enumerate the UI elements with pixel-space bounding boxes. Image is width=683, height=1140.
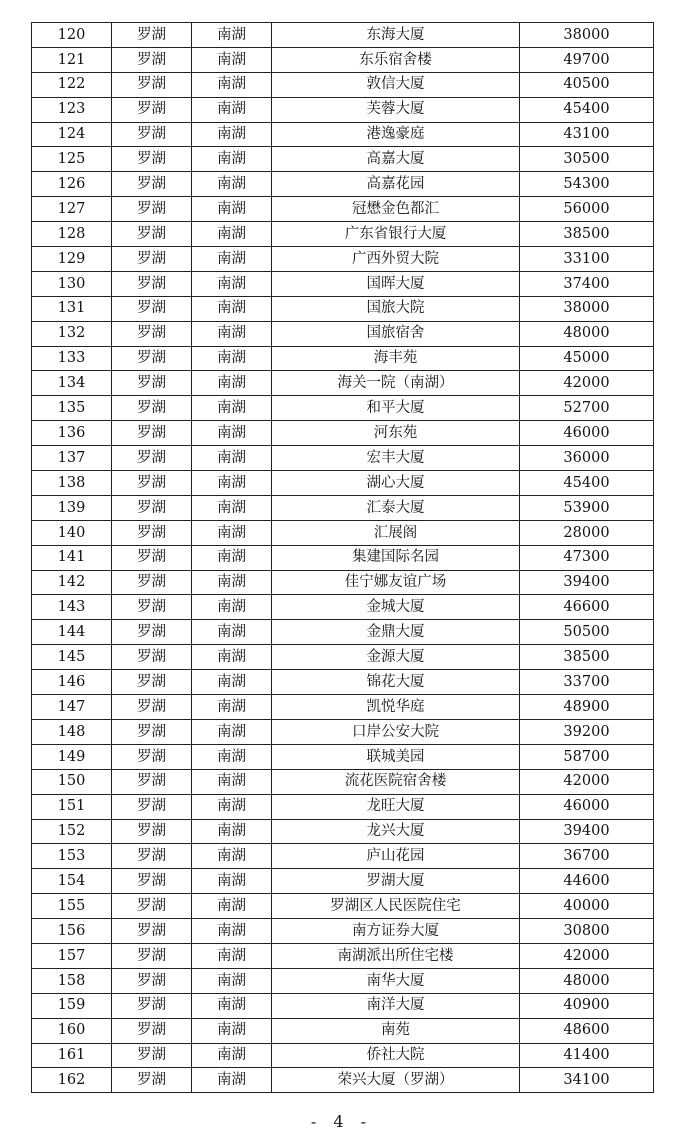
district-cell: 罗湖 — [112, 172, 192, 197]
district-cell: 罗湖 — [112, 72, 192, 97]
row-number-cell: 121 — [32, 47, 112, 72]
table-row — [32, 670, 654, 695]
row-number-cell: 155 — [32, 894, 112, 919]
row-number-cell: 134 — [32, 371, 112, 396]
price-cell: 37400 — [520, 271, 654, 296]
street-cell: 南湖 — [192, 794, 272, 819]
property-name-cell: 罗湖区人民医院住宅 — [272, 894, 520, 919]
row-number-cell: 144 — [32, 620, 112, 645]
price-cell: 40500 — [520, 72, 654, 97]
property-name-cell: 南苑 — [272, 1018, 520, 1043]
street-cell: 南湖 — [192, 346, 272, 371]
district-cell: 罗湖 — [112, 371, 192, 396]
table-row — [32, 122, 654, 147]
district-cell: 罗湖 — [112, 122, 192, 147]
row-number-cell: 158 — [32, 968, 112, 993]
district-cell: 罗湖 — [112, 595, 192, 620]
district-cell: 罗湖 — [112, 47, 192, 72]
row-number-cell: 151 — [32, 794, 112, 819]
price-cell: 30800 — [520, 919, 654, 944]
table-row — [32, 346, 654, 371]
price-cell: 36700 — [520, 844, 654, 869]
district-cell: 罗湖 — [112, 844, 192, 869]
property-name-cell: 汇展阁 — [272, 520, 520, 545]
price-cell: 58700 — [520, 744, 654, 769]
property-name-cell: 荣兴大厦（罗湖） — [272, 1068, 520, 1093]
row-number-cell: 148 — [32, 719, 112, 744]
street-cell: 南湖 — [192, 1043, 272, 1068]
street-cell: 南湖 — [192, 894, 272, 919]
street-cell: 南湖 — [192, 421, 272, 446]
row-number-cell: 133 — [32, 346, 112, 371]
property-name-cell: 龙旺大厦 — [272, 794, 520, 819]
street-cell: 南湖 — [192, 595, 272, 620]
row-number-cell: 159 — [32, 993, 112, 1018]
property-name-cell: 佳宁娜友谊广场 — [272, 570, 520, 595]
row-number-cell: 157 — [32, 943, 112, 968]
price-cell: 49700 — [520, 47, 654, 72]
property-name-cell: 罗湖大厦 — [272, 869, 520, 894]
property-name-cell: 高嘉花园 — [272, 172, 520, 197]
price-cell: 39400 — [520, 819, 654, 844]
property-name-cell: 锦花大厦 — [272, 670, 520, 695]
district-cell: 罗湖 — [112, 471, 192, 496]
table-row — [32, 919, 654, 944]
price-cell: 48900 — [520, 695, 654, 720]
table-row — [32, 595, 654, 620]
street-cell: 南湖 — [192, 371, 272, 396]
property-name-cell: 金城大厦 — [272, 595, 520, 620]
row-number-cell: 142 — [32, 570, 112, 595]
row-number-cell: 137 — [32, 446, 112, 471]
street-cell: 南湖 — [192, 1018, 272, 1043]
district-cell: 罗湖 — [112, 346, 192, 371]
property-name-cell: 广西外贸大院 — [272, 247, 520, 272]
price-cell: 28000 — [520, 520, 654, 545]
street-cell: 南湖 — [192, 122, 272, 147]
district-cell: 罗湖 — [112, 271, 192, 296]
table-row — [32, 471, 654, 496]
property-name-cell: 国旅宿舍 — [272, 321, 520, 346]
table-row — [32, 695, 654, 720]
property-name-cell: 龙兴大厦 — [272, 819, 520, 844]
street-cell: 南湖 — [192, 545, 272, 570]
table-row — [32, 1043, 654, 1068]
table-body — [32, 23, 654, 1093]
district-cell: 罗湖 — [112, 919, 192, 944]
district-cell: 罗湖 — [112, 1068, 192, 1093]
district-cell: 罗湖 — [112, 894, 192, 919]
price-cell: 43100 — [520, 122, 654, 147]
street-cell: 南湖 — [192, 271, 272, 296]
property-name-cell: 南华大厦 — [272, 968, 520, 993]
street-cell: 南湖 — [192, 396, 272, 421]
street-cell: 南湖 — [192, 197, 272, 222]
price-cell: 38000 — [520, 296, 654, 321]
property-name-cell: 凯悦华庭 — [272, 695, 520, 720]
row-number-cell: 161 — [32, 1043, 112, 1068]
street-cell: 南湖 — [192, 97, 272, 122]
row-number-cell: 143 — [32, 595, 112, 620]
property-name-cell: 港逸豪庭 — [272, 122, 520, 147]
district-cell: 罗湖 — [112, 97, 192, 122]
district-cell: 罗湖 — [112, 869, 192, 894]
table-row — [32, 271, 654, 296]
district-cell: 罗湖 — [112, 769, 192, 794]
district-cell: 罗湖 — [112, 670, 192, 695]
price-cell: 33700 — [520, 670, 654, 695]
district-cell: 罗湖 — [112, 943, 192, 968]
table-row — [32, 396, 654, 421]
table-row — [32, 645, 654, 670]
property-name-cell: 东海大厦 — [272, 23, 520, 48]
district-cell: 罗湖 — [112, 1018, 192, 1043]
table-row — [32, 23, 654, 48]
street-cell: 南湖 — [192, 321, 272, 346]
street-cell: 南湖 — [192, 147, 272, 172]
row-number-cell: 154 — [32, 869, 112, 894]
table-row — [32, 72, 654, 97]
row-number-cell: 146 — [32, 670, 112, 695]
district-cell: 罗湖 — [112, 396, 192, 421]
table-row — [32, 147, 654, 172]
property-name-cell: 海关一院（南湖） — [272, 371, 520, 396]
street-cell: 南湖 — [192, 943, 272, 968]
district-cell: 罗湖 — [112, 545, 192, 570]
table-row — [32, 719, 654, 744]
price-cell: 42000 — [520, 371, 654, 396]
property-name-cell: 联城美园 — [272, 744, 520, 769]
district-cell: 罗湖 — [112, 968, 192, 993]
price-cell: 42000 — [520, 943, 654, 968]
street-cell: 南湖 — [192, 844, 272, 869]
property-name-cell: 集建国际名园 — [272, 545, 520, 570]
street-cell: 南湖 — [192, 520, 272, 545]
row-number-cell: 156 — [32, 919, 112, 944]
property-name-cell: 国旅大院 — [272, 296, 520, 321]
property-name-cell: 汇泰大厦 — [272, 495, 520, 520]
table-row — [32, 769, 654, 794]
row-number-cell: 136 — [32, 421, 112, 446]
row-number-cell: 132 — [32, 321, 112, 346]
street-cell: 南湖 — [192, 993, 272, 1018]
property-name-cell: 芙蓉大厦 — [272, 97, 520, 122]
table-row — [32, 794, 654, 819]
street-cell: 南湖 — [192, 222, 272, 247]
district-cell: 罗湖 — [112, 620, 192, 645]
street-cell: 南湖 — [192, 645, 272, 670]
table-row — [32, 321, 654, 346]
price-cell: 48000 — [520, 968, 654, 993]
price-cell: 56000 — [520, 197, 654, 222]
district-cell: 罗湖 — [112, 421, 192, 446]
district-cell: 罗湖 — [112, 1043, 192, 1068]
row-number-cell: 135 — [32, 396, 112, 421]
price-cell: 36000 — [520, 446, 654, 471]
price-cell: 52700 — [520, 396, 654, 421]
property-name-cell: 南湖派出所住宅楼 — [272, 943, 520, 968]
district-cell: 罗湖 — [112, 321, 192, 346]
district-cell: 罗湖 — [112, 819, 192, 844]
row-number-cell: 147 — [32, 695, 112, 720]
price-cell: 53900 — [520, 495, 654, 520]
table-row — [32, 247, 654, 272]
table-row — [32, 222, 654, 247]
price-cell: 38500 — [520, 645, 654, 670]
table-row — [32, 47, 654, 72]
property-name-cell: 庐山花园 — [272, 844, 520, 869]
price-cell: 54300 — [520, 172, 654, 197]
row-number-cell: 139 — [32, 495, 112, 520]
property-name-cell: 冠懋金色都汇 — [272, 197, 520, 222]
table-row — [32, 894, 654, 919]
district-cell: 罗湖 — [112, 495, 192, 520]
price-cell: 39200 — [520, 719, 654, 744]
table-row — [32, 520, 654, 545]
street-cell: 南湖 — [192, 769, 272, 794]
street-cell: 南湖 — [192, 620, 272, 645]
row-number-cell: 124 — [32, 122, 112, 147]
table-row — [32, 545, 654, 570]
district-cell: 罗湖 — [112, 695, 192, 720]
property-name-cell: 宏丰大厦 — [272, 446, 520, 471]
street-cell: 南湖 — [192, 919, 272, 944]
row-number-cell: 138 — [32, 471, 112, 496]
table-row — [32, 495, 654, 520]
street-cell: 南湖 — [192, 744, 272, 769]
property-name-cell: 湖心大厦 — [272, 471, 520, 496]
district-cell: 罗湖 — [112, 794, 192, 819]
price-cell: 39400 — [520, 570, 654, 595]
table-row — [32, 197, 654, 222]
price-cell: 45400 — [520, 97, 654, 122]
table-row — [32, 993, 654, 1018]
property-name-cell: 南方证券大厦 — [272, 919, 520, 944]
table-row — [32, 968, 654, 993]
district-cell: 罗湖 — [112, 147, 192, 172]
row-number-cell: 130 — [32, 271, 112, 296]
table-row — [32, 570, 654, 595]
property-name-cell: 流花医院宿舍楼 — [272, 769, 520, 794]
price-cell: 38000 — [520, 23, 654, 48]
street-cell: 南湖 — [192, 570, 272, 595]
price-cell: 40900 — [520, 993, 654, 1018]
row-number-cell: 150 — [32, 769, 112, 794]
price-cell: 41400 — [520, 1043, 654, 1068]
street-cell: 南湖 — [192, 495, 272, 520]
property-name-cell: 东乐宿舍楼 — [272, 47, 520, 72]
street-cell: 南湖 — [192, 247, 272, 272]
price-cell: 42000 — [520, 769, 654, 794]
table-row — [32, 1068, 654, 1093]
price-cell: 47300 — [520, 545, 654, 570]
district-cell: 罗湖 — [112, 993, 192, 1018]
street-cell: 南湖 — [192, 47, 272, 72]
row-number-cell: 145 — [32, 645, 112, 670]
property-name-cell: 高嘉大厦 — [272, 147, 520, 172]
street-cell: 南湖 — [192, 296, 272, 321]
table-row — [32, 844, 654, 869]
row-number-cell: 123 — [32, 97, 112, 122]
street-cell: 南湖 — [192, 670, 272, 695]
street-cell: 南湖 — [192, 446, 272, 471]
district-cell: 罗湖 — [112, 645, 192, 670]
row-number-cell: 125 — [32, 147, 112, 172]
district-cell: 罗湖 — [112, 570, 192, 595]
price-cell: 45400 — [520, 471, 654, 496]
price-cell: 48000 — [520, 321, 654, 346]
table-row — [32, 1018, 654, 1043]
table-row — [32, 421, 654, 446]
table-row — [32, 620, 654, 645]
price-cell: 30500 — [520, 147, 654, 172]
property-name-cell: 广东省银行大厦 — [272, 222, 520, 247]
property-name-cell: 口岸公安大院 — [272, 719, 520, 744]
table-row — [32, 943, 654, 968]
district-cell: 罗湖 — [112, 744, 192, 769]
street-cell: 南湖 — [192, 869, 272, 894]
table-row — [32, 744, 654, 769]
property-name-cell: 海丰苑 — [272, 346, 520, 371]
price-cell: 45000 — [520, 346, 654, 371]
row-number-cell: 140 — [32, 520, 112, 545]
street-cell: 南湖 — [192, 695, 272, 720]
table-row — [32, 296, 654, 321]
table-row — [32, 869, 654, 894]
table-row — [32, 97, 654, 122]
district-cell: 罗湖 — [112, 719, 192, 744]
housing-price-table — [31, 22, 654, 1093]
page-number: - 4 - — [310, 1112, 373, 1131]
price-cell: 46600 — [520, 595, 654, 620]
district-cell: 罗湖 — [112, 520, 192, 545]
table-row — [32, 371, 654, 396]
price-cell: 46000 — [520, 794, 654, 819]
table-row — [32, 172, 654, 197]
row-number-cell: 131 — [32, 296, 112, 321]
district-cell: 罗湖 — [112, 446, 192, 471]
row-number-cell: 160 — [32, 1018, 112, 1043]
property-name-cell: 金源大厦 — [272, 645, 520, 670]
row-number-cell: 152 — [32, 819, 112, 844]
district-cell: 罗湖 — [112, 222, 192, 247]
district-cell: 罗湖 — [112, 296, 192, 321]
table-row — [32, 819, 654, 844]
row-number-cell: 153 — [32, 844, 112, 869]
row-number-cell: 162 — [32, 1068, 112, 1093]
street-cell: 南湖 — [192, 72, 272, 97]
street-cell: 南湖 — [192, 23, 272, 48]
price-cell: 50500 — [520, 620, 654, 645]
price-cell: 38500 — [520, 222, 654, 247]
row-number-cell: 120 — [32, 23, 112, 48]
property-name-cell: 侨社大院 — [272, 1043, 520, 1068]
property-name-cell: 河东苑 — [272, 421, 520, 446]
street-cell: 南湖 — [192, 719, 272, 744]
property-name-cell: 和平大厦 — [272, 396, 520, 421]
street-cell: 南湖 — [192, 1068, 272, 1093]
district-cell: 罗湖 — [112, 197, 192, 222]
street-cell: 南湖 — [192, 471, 272, 496]
district-cell: 罗湖 — [112, 23, 192, 48]
price-cell: 46000 — [520, 421, 654, 446]
row-number-cell: 127 — [32, 197, 112, 222]
table-row — [32, 446, 654, 471]
property-name-cell: 金鼎大厦 — [272, 620, 520, 645]
property-name-cell: 敦信大厦 — [272, 72, 520, 97]
street-cell: 南湖 — [192, 819, 272, 844]
row-number-cell: 126 — [32, 172, 112, 197]
row-number-cell: 122 — [32, 72, 112, 97]
property-name-cell: 南洋大厦 — [272, 993, 520, 1018]
row-number-cell: 129 — [32, 247, 112, 272]
district-cell: 罗湖 — [112, 247, 192, 272]
row-number-cell: 141 — [32, 545, 112, 570]
price-cell: 33100 — [520, 247, 654, 272]
price-cell: 44600 — [520, 869, 654, 894]
street-cell: 南湖 — [192, 172, 272, 197]
property-name-cell: 国晖大厦 — [272, 271, 520, 296]
price-cell: 34100 — [520, 1068, 654, 1093]
price-cell: 48600 — [520, 1018, 654, 1043]
row-number-cell: 149 — [32, 744, 112, 769]
price-cell: 40000 — [520, 894, 654, 919]
street-cell: 南湖 — [192, 968, 272, 993]
row-number-cell: 128 — [32, 222, 112, 247]
